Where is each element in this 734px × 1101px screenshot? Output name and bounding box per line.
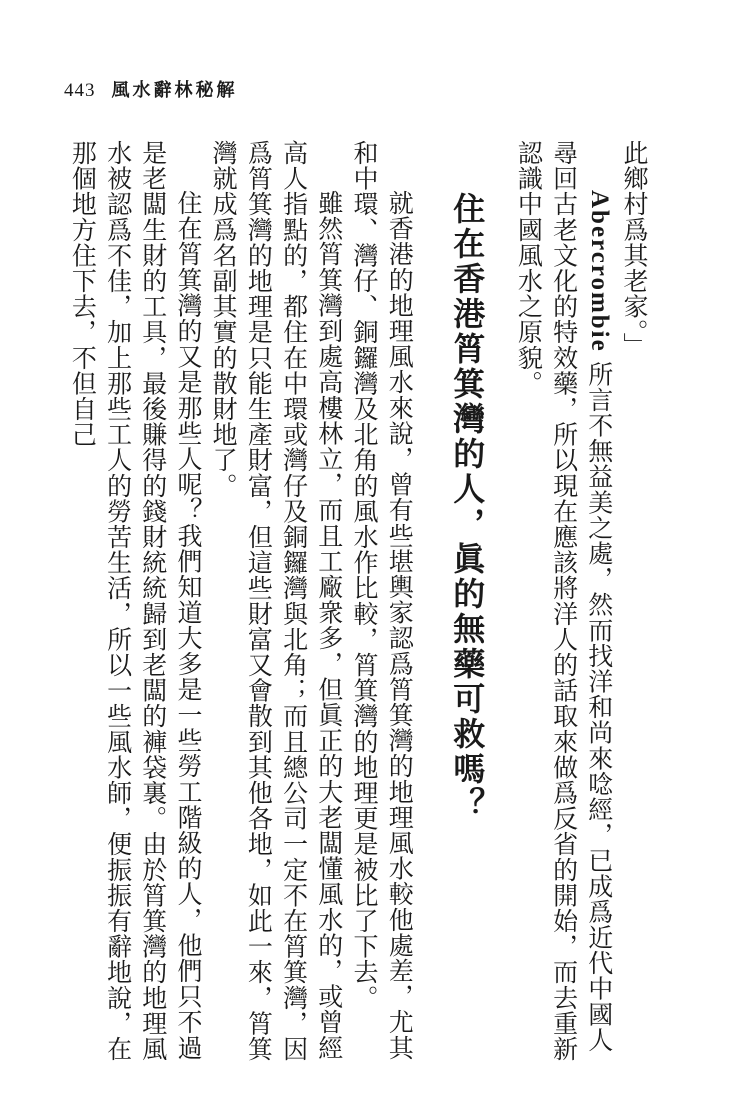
paragraph-bosses: 雖然筲箕灣到處高樓林立，而且工廠衆多，但眞正的大老闆懂風水的，或曾經高人指點的，都住在中環或灣仔及銅鑼灣與北角；而且總公司一定不在筲箕灣，因爲筲箕灣的地理是只能生產財富，但這些財富又會散到其他各地，如此一來，筲箕灣就成爲名副其實的散財地了。 <box>209 140 344 1062</box>
vertical-text-body <box>68 140 652 1070</box>
running-header <box>64 76 238 100</box>
section-heading: 住在香港筲箕灣的人，眞的無藥可救嗎？ <box>448 192 487 822</box>
paragraph-residents: 住在筲箕灣的又是那些人呢？我們知道大多是一些勞工階級的人，他們只不過是老闆生財的工具，最後賺得的錢財統統歸到老闆的褲袋裏。由於筲箕灣的地理風水被認爲不佳，加上那些工人的勞苦生活，所以一些風水師，便振振有辭地說，在那個地方住下去，不但自己 <box>68 140 203 1062</box>
abercrombie-name: Abercrombie <box>585 190 613 353</box>
paragraph-quote-end <box>617 140 652 1070</box>
abercrombie-text: 所言不無益美之處，然而找洋和尚來唸經，已成爲近代中國人尋回古老文化的特效藥，所以現在應該將洋人的話取來做爲反省的開始，而去重新認識中國風水之原貌。 <box>514 140 614 1062</box>
paragraph-shaukeiwan-intro: 就香港的地理風水來說，曾有些堪輿家認爲筲箕灣的地理風水較他處差，尤其和中環、灣仔、銅鑼灣及北角的風水作比較，筲箕灣的地理更是被比了下去。 <box>349 140 415 1061</box>
paragraph-abercrombie <box>511 140 617 1070</box>
book-title: 風水辭林秘解 <box>111 80 238 101</box>
quote-end-text: 此鄉村爲其老家。」 <box>620 140 649 358</box>
page-number: 443 <box>64 80 96 101</box>
